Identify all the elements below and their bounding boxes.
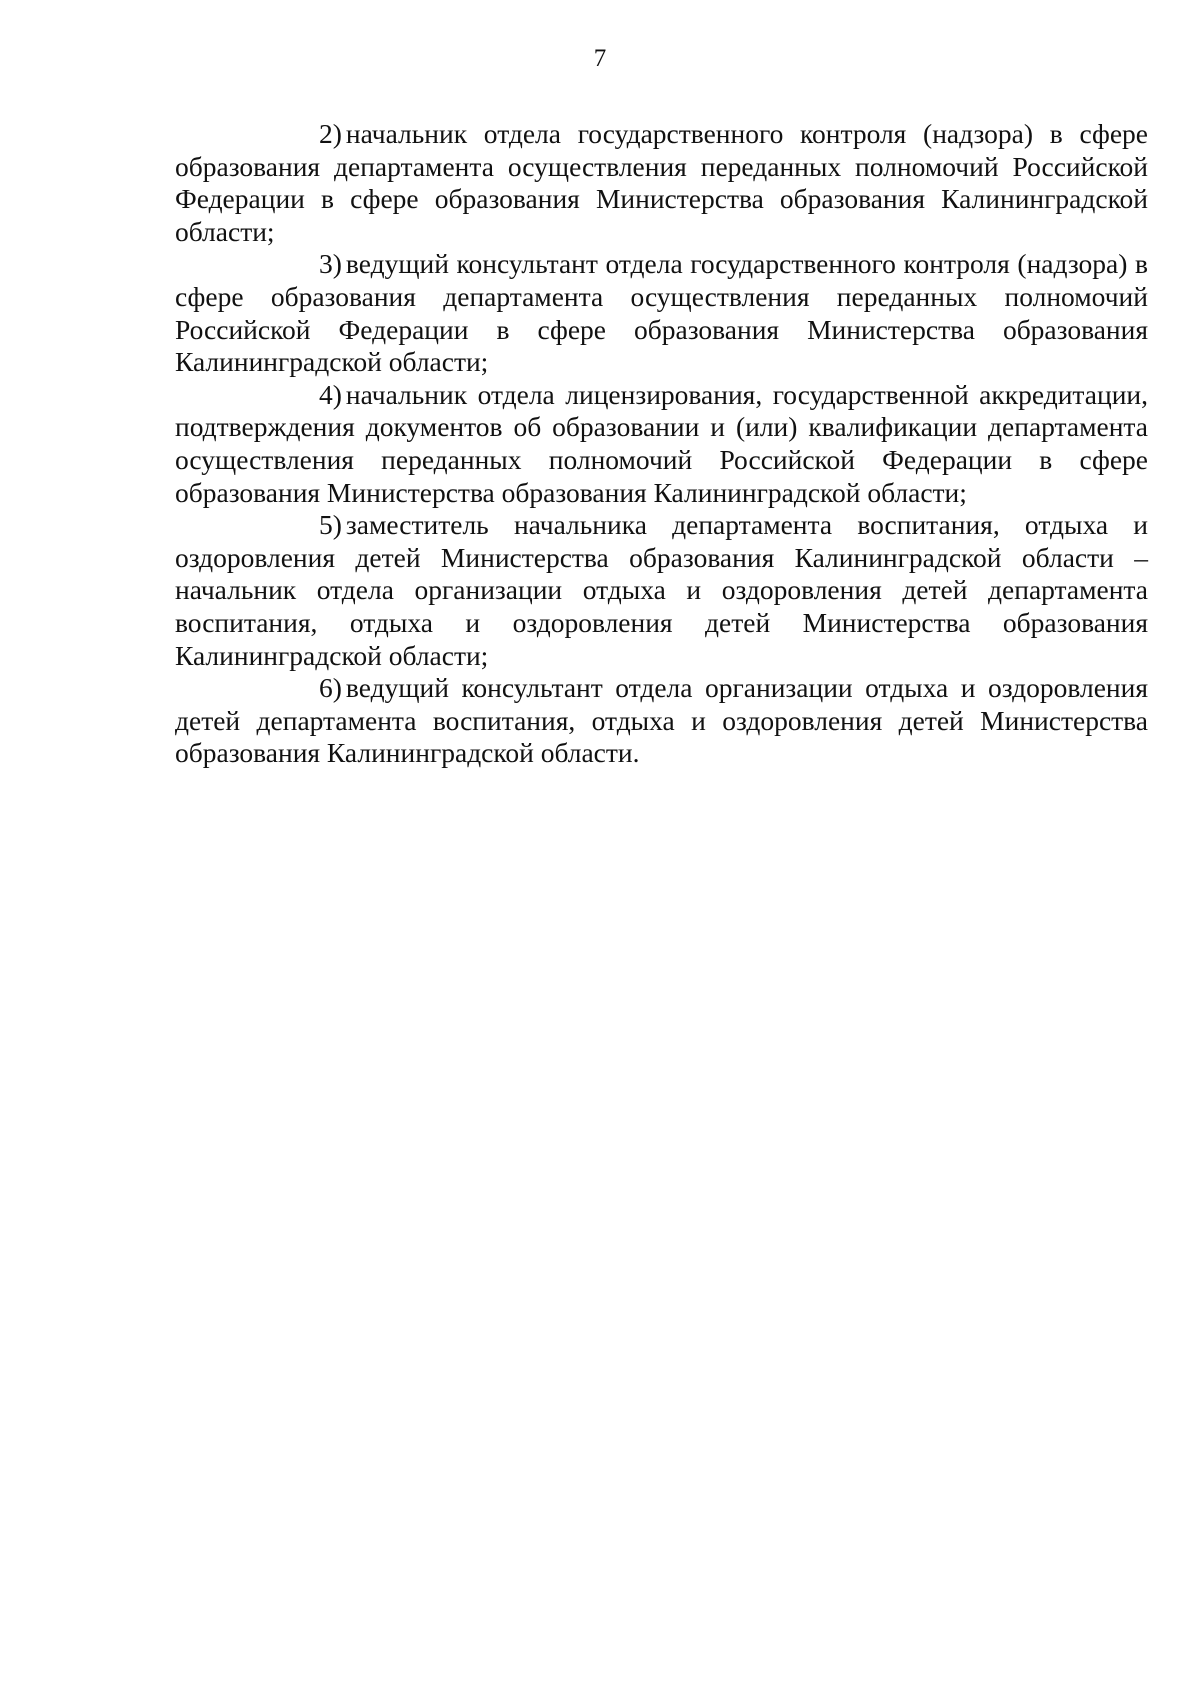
item-number: 2) bbox=[319, 118, 342, 149]
list-item-2 bbox=[175, 118, 1148, 248]
item-text: ведущий консультант отдела государственного контроля (надзора) в сфере образования департамента осуществления переданных полномочий Российской Федерации в сфере образования Министерства образования Калининградской области; bbox=[175, 248, 1148, 378]
item-text: начальник отдела лицензирования, государственной аккредитации, подтверждения документов об образовании и (или) квалификации департамента осуществления переданных полномочий Российской Федерации в сфере образования Министерства образования Калининградской области; bbox=[175, 378, 1148, 508]
item-number: 3) bbox=[319, 248, 342, 280]
list-item-5 bbox=[175, 509, 1148, 672]
list-item-6 bbox=[175, 672, 1148, 770]
document-body bbox=[175, 118, 1148, 770]
item-number: 5) bbox=[319, 509, 342, 541]
item-text: заместитель начальника департамента воспитания, отдыха и оздоровления детей Министерства образования Калининградской области – начальник отдела организации отдыха и оздоровления детей департамента воспитания, отдыха и оздоровления детей Министерства образования Калининградской области; bbox=[175, 509, 1148, 671]
item-number: 4) bbox=[319, 378, 342, 410]
item-number: 6) bbox=[319, 672, 342, 704]
item-text: ведущий консультант отдела организации отдыха и оздоровления детей департамента воспитания, отдыха и оздоровления детей Министерства образования Калининградской области. bbox=[175, 672, 1148, 769]
item-text: начальник отдела государственного контроля (надзора) в сфере образования департамента осуществления переданных полномочий Российской Федерации в сфере образования Министерства образования Калининградской области; bbox=[175, 118, 1148, 247]
list-item-3 bbox=[175, 248, 1148, 378]
page-number: 7 bbox=[593, 45, 607, 72]
list-item-4 bbox=[175, 379, 1148, 509]
